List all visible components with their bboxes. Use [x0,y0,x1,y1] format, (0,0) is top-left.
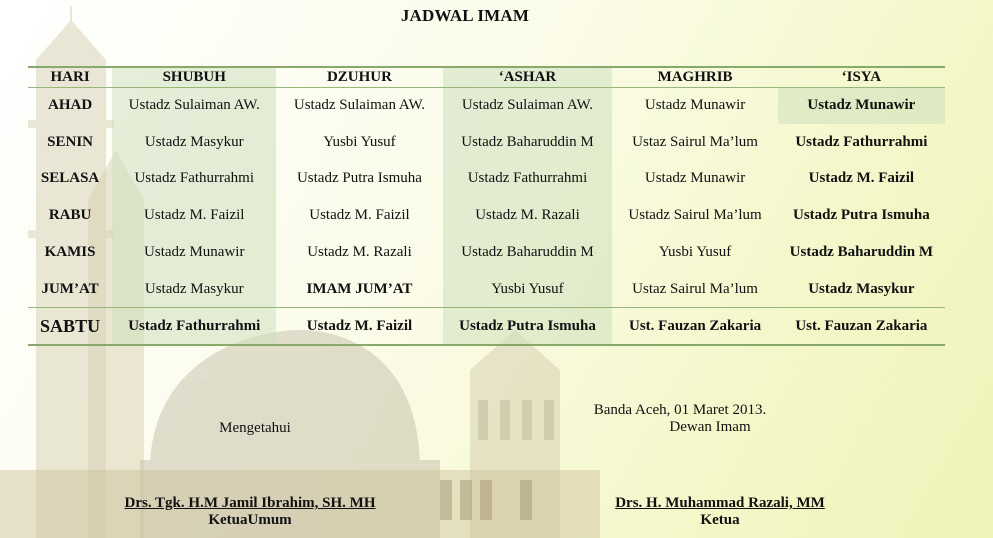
left-signatory-name: Drs. Tgk. H.M Jamil Ibrahim, SH. MH [124,495,376,511]
dzuhur-cell: Ustadz Sulaiman AW. [276,87,442,124]
day-cell: AHAD [28,87,112,124]
table-row [28,124,945,161]
maghrib-cell: Ustaz Sairul Ma’lum [632,280,758,297]
maghrib-cell: Ustadz Munawir [644,170,746,187]
table-header-row [28,67,945,87]
header-dzuhur: DZUHUR [326,69,392,85]
left-signature-caption [190,420,320,437]
isya-cell: Ustadz Baharuddin M [789,244,934,261]
isya-cell: Ust. Fauzan Zakaria [778,308,945,346]
isya-cell: Ustadz M. Faizil [808,170,915,187]
shubuh-cell: Ustadz M. Faizil [112,197,276,234]
right-signature-block [590,495,850,529]
maghrib-cell: Ust. Fauzan Zakaria [612,308,777,346]
shubuh-cell: Ustadz Sulaiman AW. [112,87,276,124]
mengetahui-label: Mengetahui [219,420,291,436]
maghrib-cell: Ustadz Sairul Ma’lum [628,207,762,224]
left-signature-block [100,495,400,529]
right-signatory-role: Ketua [700,512,740,528]
maghrib-cell: Ustaz Sairul Ma’lum [632,133,758,150]
left-signatory-role: KetuaUmum [208,512,292,528]
day-cell: KAMIS [44,244,96,261]
table-row [28,234,945,271]
right-signature-header [565,402,795,436]
shubuh-cell: Ustadz Masykur [112,124,276,161]
dzuhur-cell: Yusbi Yusuf [323,133,396,150]
table-row [28,87,945,124]
maghrib-cell: Yusbi Yusuf [658,244,732,261]
shubuh-cell: Ustadz Fathurrahmi [112,161,276,198]
ashar-cell: Ustadz Baharuddin M [443,234,613,271]
right-signatory-name: Drs. H. Muhammad Razali, MM [615,495,825,511]
day-cell: SABTU [28,308,112,346]
ashar-cell: Ustadz Baharuddin M [443,124,613,161]
page-title: JADWAL IMAM [400,6,530,25]
ashar-cell: Yusbi Yusuf [443,271,613,308]
isya-cell: Ustadz Fathurrahmi [795,133,928,150]
day-cell: SELASA [40,170,100,187]
ashar-cell: Ustadz Putra Ismuha [443,308,613,346]
place-date: Banda Aceh, 01 Maret 2013. [593,402,767,418]
dzuhur-cell: Ustadz M. Faizil [276,308,442,346]
isya-cell: Ustadz Putra Ismuha [793,207,930,224]
maghrib-cell: Ustadz Munawir [612,87,777,124]
header-hari: HARI [50,69,90,85]
shubuh-cell: Ustadz Masykur [112,271,276,308]
table-row [28,161,945,198]
imam-schedule-table [28,66,945,346]
ashar-cell: Ustadz Fathurrahmi [443,161,613,198]
header-ashar: ‘ASHAR [443,67,613,87]
header-shubuh: SHUBUH [112,67,276,87]
isya-cell: Ustadz Masykur [808,280,915,297]
day-cell: RABU [48,207,92,224]
table-row [28,271,945,308]
ashar-cell: Ustadz M. Razali [443,197,613,234]
dewan-imam-label: Dewan Imam [669,419,751,435]
header-isya: ‘ISYA [841,69,882,85]
dzuhur-cell: Ustadz Putra Ismuha [296,170,422,187]
dzuhur-cell: IMAM JUM’AT [306,280,413,297]
dzuhur-cell: Ustadz M. Faizil [309,207,410,224]
shubuh-cell: Ustadz Fathurrahmi [112,308,276,346]
day-cell: JUM’AT [41,280,99,297]
table-row [28,197,945,234]
dzuhur-cell: Ustadz M. Razali [307,244,412,261]
header-maghrib: MAGHRIB [657,69,733,85]
shubuh-cell: Ustadz Munawir [112,234,276,271]
isya-cell: Ustadz Munawir [778,87,945,124]
table-row [28,308,945,346]
ashar-cell: Ustadz Sulaiman AW. [443,87,613,124]
day-cell: SENIN [47,133,93,150]
